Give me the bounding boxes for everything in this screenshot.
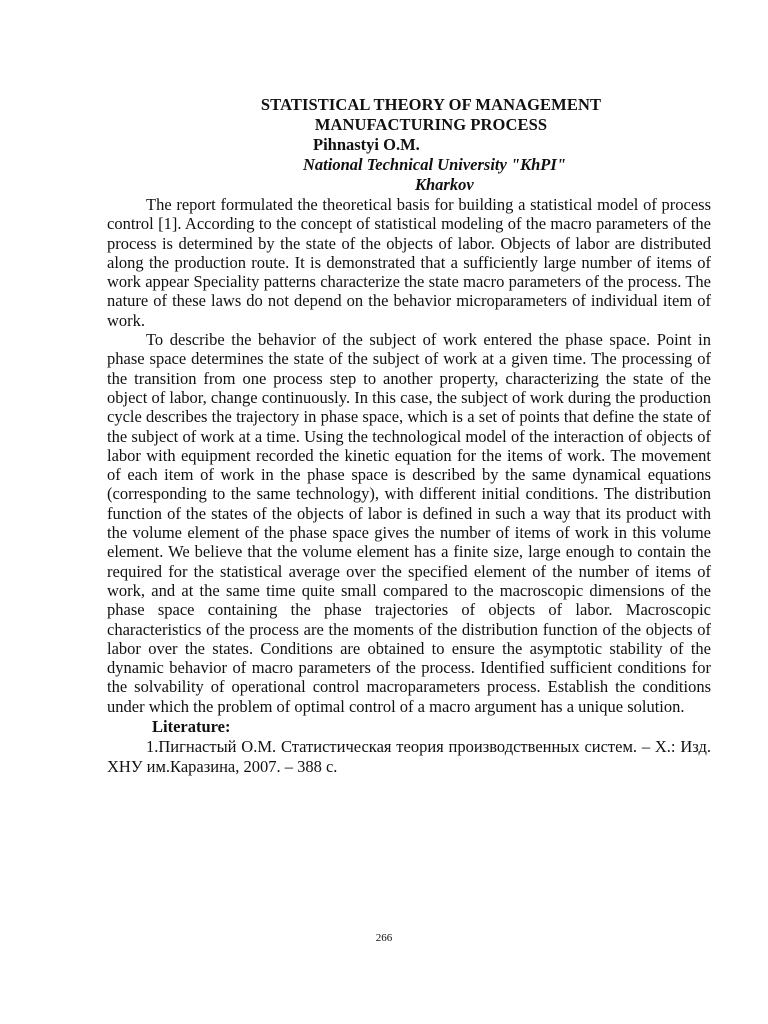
body-paragraph-1: The report formulated the theoretical basis for building a statistical model of process control [1]. According to the concept of statistical modeling of the macro parameters of the process is determined by the state of the objects of labor. Objects of labor are distributed along the production route. It is demonstrated that a sufficiently large number of items of work appear Speciality patterns characterize the state macro parameters of the process. The nature of these laws do not depend on the behavior microparameters of individual item of work. (107, 195, 711, 330)
author-name: Pihnastyi O.M. (313, 135, 420, 154)
author-affiliation: National Technical University "KhPI" (303, 155, 566, 174)
body-paragraph-2: To describe the behavior of the subject of work entered the phase space. Point in phase space determines the state of the subject of work at a given time. The processing of the transition from one process step to another property, characterizing the state of the object of labor, change continuously. In this case, the subject of work during the production cycle describes the trajectory in phase space, which is a set of points that define the state of the subject of work at a time. Using the technological model of the interaction of objects of labor with equipment recorded the kinetic equation for the items of work. The movement of each item of work in the phase space is described by the same dynamical equations (corresponding to the same technology), with different initial conditions. The distribution function of the states of the objects of labor is defined in such a way that its product with the volume element of the phase space gives the number of items of work in this volume element. We believe that the volume element has a finite size, large enough to contain the required for the statistical average over the specified element of the number of items of work, and at the same time quite small compared to the macroscopic dimensions of the phase space containing the phase trajectories of objects of labor. Macroscopic characteristics of the process are the moments of the distribution function of the objects of labor over the states. Conditions are obtained to ensure the asymptotic stability of the dynamic behavior of macro parameters of the process. Identified sufficient conditions for the solvability of operational control macroparameters process. Establish the conditions under which the problem of optimal control of a macro argument has a unique solution. (107, 330, 711, 716)
reference-item-1: 1.Пигнастый О.М. Статистическая теория производственных систем. – Х.: Изд. ХНУ им.Каразина, 2007. – 388 с. (107, 737, 711, 777)
affiliation-city: Kharkov (415, 175, 474, 194)
literature-heading: Literature: (152, 717, 231, 737)
paper-title-line-1: STATISTICAL THEORY OF MANAGEMENT (260, 95, 602, 114)
page-number: 266 (375, 932, 393, 944)
paper-title-line-2: MANUFACTURING PROCESS (314, 115, 548, 134)
paper-page (107, 95, 711, 777)
